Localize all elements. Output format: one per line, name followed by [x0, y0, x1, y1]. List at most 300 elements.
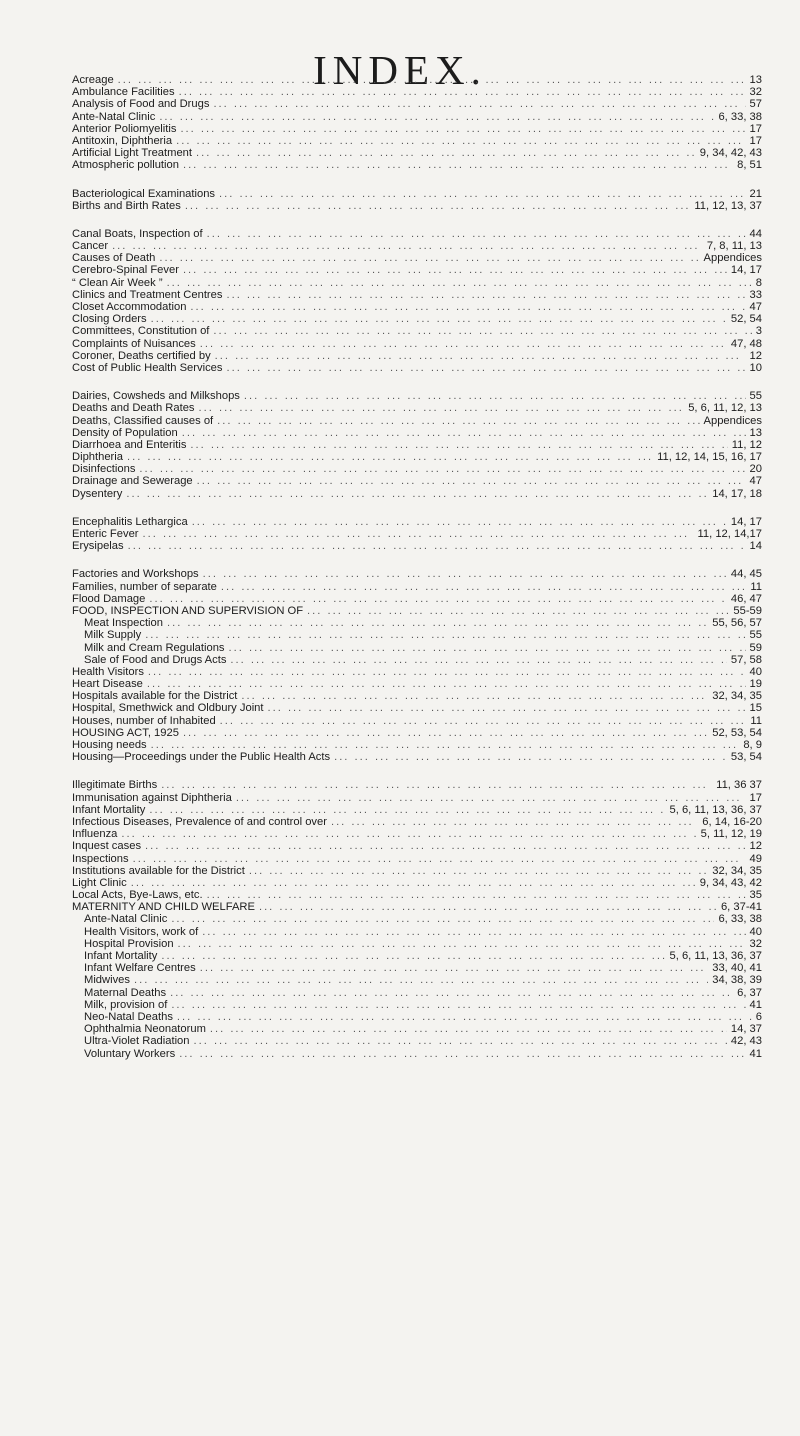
- dot-leader: [182, 427, 746, 439]
- entry-label: Ante-Natal Clinic: [72, 110, 156, 123]
- entry-pages: 10: [749, 361, 762, 374]
- entry-pages: 5, 6, 11, 13, 36, 37: [669, 950, 762, 962]
- dot-leader: [180, 123, 745, 135]
- dot-leader: [207, 889, 746, 901]
- entry-pages: 14: [749, 540, 762, 553]
- entry-pages: 41: [749, 1047, 762, 1060]
- entry-pages: 5, 6, 11, 12, 13: [688, 402, 762, 415]
- entry-label: Neo-Natal Deaths: [84, 1010, 173, 1023]
- index-entry: [72, 301, 762, 313]
- index-subentry: [72, 1011, 762, 1023]
- dot-leader: [183, 727, 708, 739]
- index-entry: [72, 200, 762, 212]
- entry-pages: 11: [750, 714, 762, 727]
- index-subentry: [72, 654, 762, 666]
- entry-label: Dysentery: [72, 487, 123, 500]
- entry-label: Midwives: [84, 974, 131, 987]
- index-entry: [72, 516, 762, 528]
- entry-label: Heart Disease: [72, 678, 143, 691]
- entry-pages: 20: [749, 463, 762, 476]
- entry-label: Encephalitis Lethargica: [72, 515, 188, 528]
- index-entry: [72, 415, 762, 427]
- entry-pages: 11, 36 37: [716, 779, 762, 792]
- entry-label: Milk, provision of: [84, 998, 168, 1011]
- dot-leader: [334, 751, 727, 763]
- dot-leader: [178, 938, 746, 950]
- entry-pages: 40: [749, 925, 762, 938]
- entry-pages: 14, 17, 18: [712, 487, 762, 500]
- dot-leader: [331, 816, 698, 828]
- dot-leader: [149, 804, 665, 816]
- entry-label: Atmospheric pollution: [72, 159, 179, 172]
- entry-pages: 8, 51: [737, 159, 762, 172]
- dot-leader: [221, 581, 746, 593]
- entry-pages: 12: [749, 349, 762, 362]
- dot-leader: [128, 540, 746, 552]
- index-entry: [72, 751, 762, 763]
- dot-leader: [147, 678, 746, 690]
- index-entry: [72, 252, 762, 264]
- entry-pages: 55-59: [733, 604, 762, 617]
- dot-leader: [190, 301, 745, 313]
- index-entry: [72, 451, 762, 463]
- entry-label: Closet Accommodation: [72, 301, 187, 313]
- entry-pages: 8, 9: [743, 739, 762, 751]
- entry-pages: 49: [749, 852, 762, 865]
- entry-pages: 11, 12: [731, 438, 762, 451]
- entry-pages: 44, 45: [730, 568, 762, 581]
- index-entry: [72, 463, 762, 475]
- entry-label: “ Clean Air Week ”: [72, 276, 163, 289]
- entry-pages: 57: [749, 98, 762, 111]
- dot-leader: [176, 135, 745, 147]
- entry-pages: 47, 48: [730, 337, 762, 350]
- index-subentry: [72, 962, 762, 974]
- entry-pages: 14, 17: [730, 264, 762, 277]
- entry-pages: 19: [749, 678, 762, 691]
- dot-leader: [151, 313, 727, 325]
- entry-pages: 33, 40, 41: [712, 962, 762, 975]
- entry-label: Infant Mortality: [72, 803, 146, 816]
- entry-pages: 13: [749, 426, 762, 439]
- dot-leader: [226, 362, 745, 374]
- entry-label: Ambulance Facilities: [72, 86, 175, 99]
- dot-leader: [197, 475, 746, 487]
- index-subentry: [72, 926, 762, 938]
- entry-label: Analysis of Food and Drugs: [72, 98, 210, 111]
- entry-pages: 6, 14, 16-20: [702, 815, 762, 828]
- entry-pages: 17: [749, 791, 762, 804]
- dot-leader: [249, 865, 708, 877]
- dot-leader: [307, 605, 729, 617]
- dot-leader: [210, 1023, 727, 1035]
- dot-leader: [161, 950, 665, 962]
- dot-leader: [167, 277, 752, 289]
- dot-leader: [118, 74, 746, 86]
- index-subentry: [72, 1035, 762, 1047]
- index-entry: [72, 147, 762, 159]
- entry-label: Drainage and Sewerage: [72, 475, 193, 488]
- entry-pages: 9, 34, 43, 42: [699, 876, 762, 889]
- entry-pages: 5, 11, 12, 19: [700, 828, 762, 841]
- index-entry: [72, 427, 762, 439]
- index-entry: [72, 739, 762, 751]
- index-entry: [72, 727, 762, 739]
- index-entry: [72, 313, 762, 325]
- index-subentry: [72, 642, 762, 654]
- index-group: [72, 516, 762, 553]
- entry-label: Sale of Food and Drugs Acts: [84, 653, 227, 666]
- dot-leader: [159, 111, 714, 123]
- dot-leader: [159, 252, 699, 264]
- entry-pages: 34, 38, 39: [712, 974, 762, 987]
- index-entry: [72, 86, 762, 98]
- entry-pages: 32: [749, 86, 762, 99]
- entry-label: Cost of Public Health Services: [72, 361, 223, 374]
- dot-leader: [199, 402, 685, 414]
- entry-label: Factories and Workshops: [72, 568, 199, 581]
- entry-label: Enteric Fever: [72, 528, 139, 540]
- entry-pages: 17: [749, 122, 762, 135]
- entry-pages: 15: [749, 702, 762, 715]
- dot-leader: [131, 877, 696, 889]
- entry-pages: 52, 53, 54: [712, 726, 762, 739]
- index-entry: [72, 338, 762, 350]
- entry-pages: 46, 47: [730, 592, 762, 605]
- entry-label: Anterior Poliomyelitis: [72, 122, 177, 135]
- dot-leader: [145, 840, 746, 852]
- index-entry: [72, 540, 762, 552]
- dot-leader: [200, 338, 727, 350]
- index-subentry: [72, 974, 762, 986]
- dot-leader: [268, 702, 746, 714]
- entry-label: Ophthalmia Neonatorum: [84, 1023, 206, 1036]
- entry-label: Flood Damage: [72, 592, 146, 605]
- index-subentry: [72, 617, 762, 629]
- entry-pages: 6, 33, 38: [718, 110, 762, 123]
- index-subentry: [72, 999, 762, 1011]
- page-title: INDEX.: [313, 47, 487, 93]
- dot-leader: [194, 1035, 727, 1047]
- index-subentry: [72, 1048, 762, 1060]
- entry-label: Illegitimate Births: [72, 779, 158, 792]
- entry-label: Births and Birth Rates: [72, 199, 181, 212]
- dot-leader: [179, 1048, 745, 1060]
- index-entry: [72, 350, 762, 362]
- entry-label: FOOD, INSPECTION AND SUPERVISION OF: [72, 604, 304, 617]
- entry-label: Closing Orders: [72, 313, 147, 326]
- entry-label: Cancer: [72, 240, 109, 253]
- index-entry: [72, 488, 762, 500]
- entry-label: Ultra-Violet Radiation: [84, 1035, 190, 1048]
- index-entry: [72, 74, 762, 86]
- entry-label: Infant Mortality: [84, 950, 158, 962]
- entry-label: Housing—Proceedings under the Public Health Acts: [72, 751, 331, 764]
- index-entry: [72, 98, 762, 110]
- dot-leader: [207, 228, 746, 240]
- entry-label: Infectious Diseases, Prevalence of and control over: [72, 815, 327, 828]
- entry-label: MATERNITY AND CHILD WELFARE: [72, 901, 255, 914]
- entry-pages: 53, 54: [730, 751, 762, 764]
- entry-label: Voluntary Workers: [84, 1047, 176, 1060]
- entry-pages: 6: [755, 1010, 762, 1023]
- index-entry: [72, 264, 762, 276]
- entry-pages: 32, 34, 35: [712, 864, 762, 877]
- entry-label: Deaths, Classified causes of: [72, 414, 214, 427]
- index-entry: [72, 678, 762, 690]
- index-entry: [72, 240, 762, 252]
- entry-pages: 42, 43: [730, 1035, 762, 1048]
- entry-pages: 14, 37: [730, 1023, 762, 1036]
- entry-label: Infant Welfare Centres: [84, 962, 196, 975]
- entry-pages: 55: [749, 629, 762, 642]
- entry-label: Bacteriological Examinations: [72, 187, 216, 200]
- entry-pages: 32, 34, 35: [712, 690, 762, 703]
- entry-pages: 11, 12, 13, 37: [694, 199, 762, 212]
- entry-label: Hospital, Smethwick and Oldbury Joint: [72, 702, 264, 715]
- dot-leader: [127, 451, 653, 463]
- entry-pages: 32: [749, 937, 762, 950]
- entry-pages: 47: [749, 301, 762, 313]
- dot-leader: [213, 325, 751, 337]
- index-subentry: [72, 938, 762, 950]
- dot-leader: [203, 568, 727, 580]
- index-subentry: [72, 629, 762, 641]
- index-entry: [72, 666, 762, 678]
- dot-leader: [200, 962, 709, 974]
- entry-label: Dairies, Cowsheds and Milkshops: [72, 390, 240, 403]
- entry-label: Local Acts, Bye-Laws, etc.: [72, 889, 203, 902]
- dot-leader: [134, 974, 708, 986]
- index-entry: [72, 528, 762, 540]
- entry-label: Causes of Death: [72, 252, 156, 265]
- dot-leader: [133, 853, 746, 865]
- entry-label: Ante-Natal Clinic: [84, 913, 168, 926]
- entry-label: Complaints of Nuisances: [72, 337, 196, 350]
- entry-label: Diarrhoea and Enteritis: [72, 438, 187, 451]
- entry-label: Milk and Cream Regulations: [84, 641, 225, 654]
- dot-leader: [244, 390, 746, 402]
- index-entry: [72, 289, 762, 301]
- entry-label: Hospital Provision: [84, 937, 174, 950]
- entry-pages: 41: [749, 998, 762, 1011]
- index-entry: [72, 828, 762, 840]
- entry-label: Canal Boats, Inspection of: [72, 227, 203, 240]
- index-entry: [72, 865, 762, 877]
- dot-leader: [177, 1011, 752, 1023]
- entry-label: Light Clinic: [72, 876, 127, 889]
- dot-leader: [192, 516, 727, 528]
- dot-leader: [190, 439, 727, 451]
- index-entry: [72, 593, 762, 605]
- dot-leader: [236, 792, 746, 804]
- dot-leader: [148, 666, 746, 678]
- dot-leader: [183, 264, 727, 276]
- dot-leader: [226, 289, 745, 301]
- entry-pages: 44: [749, 227, 762, 240]
- dot-leader: [202, 926, 745, 938]
- entry-label: Coroner, Deaths certified by: [72, 349, 211, 362]
- entry-label: Influenza: [72, 828, 118, 841]
- index-entry: [72, 816, 762, 828]
- entry-pages: 33: [749, 288, 762, 301]
- entry-label: Milk Supply: [84, 629, 142, 642]
- entry-label: Houses, number of Inhabited: [72, 714, 216, 727]
- entry-pages: 14, 17: [730, 515, 762, 528]
- dot-leader: [220, 715, 747, 727]
- index-entry: [72, 228, 762, 240]
- dot-leader: [145, 629, 745, 641]
- dot-leader: [121, 828, 696, 840]
- entry-label: Diphtheria: [72, 451, 123, 464]
- entry-label: Meat Inspection: [84, 617, 163, 630]
- index-entry: [72, 804, 762, 816]
- entry-label: Inquest cases: [72, 840, 142, 853]
- dot-leader: [183, 159, 733, 171]
- dot-leader: [185, 200, 691, 212]
- dot-leader: [259, 901, 717, 913]
- dot-leader: [241, 690, 708, 702]
- dot-leader: [143, 528, 694, 540]
- entry-pages: 40: [749, 665, 762, 678]
- index-entry: [72, 362, 762, 374]
- index-subentry: [72, 913, 762, 925]
- index-group: [72, 390, 762, 500]
- entry-pages: 47: [749, 475, 762, 488]
- dot-leader: [161, 779, 712, 791]
- entry-label: Health Visitors: [72, 665, 144, 678]
- entry-label: Cerebro-Spinal Fever: [72, 264, 179, 277]
- entry-pages: 55: [749, 390, 762, 403]
- entry-pages: Appendices: [703, 252, 762, 265]
- index-entry: [72, 325, 762, 337]
- index-subentry: [72, 1023, 762, 1035]
- entry-label: Density of Population: [72, 426, 178, 439]
- index-entry: [72, 277, 762, 289]
- entry-pages: 55, 56, 57: [712, 617, 762, 630]
- entry-pages: 11, 12, 14,17: [697, 528, 762, 540]
- entry-pages: 7, 8, 11, 13: [706, 240, 762, 253]
- entry-pages: 5, 6, 11, 13, 36, 37: [669, 803, 762, 816]
- entry-pages: 9, 34, 42, 43: [699, 147, 762, 160]
- entry-label: Hospitals available for the District: [72, 690, 238, 703]
- dot-leader: [229, 642, 746, 654]
- entry-pages: 6, 37-41: [720, 901, 762, 914]
- index-entry: [72, 901, 762, 913]
- entry-pages: 35: [749, 889, 762, 902]
- index-entry: [72, 853, 762, 865]
- entry-pages: 13: [749, 74, 762, 86]
- dot-leader: [170, 987, 733, 999]
- index-list: [72, 74, 762, 1076]
- index-entry: [72, 439, 762, 451]
- index-subentry: [72, 987, 762, 999]
- entry-pages: 21: [749, 187, 762, 200]
- index-group: [72, 568, 762, 763]
- index-entry: [72, 889, 762, 901]
- entry-label: Maternal Deaths: [84, 986, 167, 999]
- entry-label: Committees, Constitution of: [72, 325, 210, 338]
- entry-pages: 57, 58: [730, 653, 762, 666]
- entry-label: Health Visitors, work of: [84, 925, 199, 938]
- index-entry: [72, 792, 762, 804]
- index-entry: [72, 690, 762, 702]
- entry-pages: Appendices: [703, 414, 762, 427]
- entry-pages: 6, 37: [737, 986, 762, 999]
- dot-leader: [213, 98, 745, 110]
- entry-label: Housing needs: [72, 739, 147, 751]
- index-entry: [72, 568, 762, 580]
- entry-pages: 11: [750, 580, 762, 593]
- index-entry: [72, 581, 762, 593]
- index-entry: [72, 135, 762, 147]
- entry-label: Families, number of separate: [72, 580, 217, 593]
- index-entry: [72, 475, 762, 487]
- dot-leader: [230, 654, 726, 666]
- dot-leader: [171, 913, 714, 925]
- index-entry: [72, 779, 762, 791]
- index-entry: [72, 111, 762, 123]
- index-group: [72, 779, 762, 1059]
- entry-pages: 11, 12, 14, 15, 16, 17: [657, 451, 762, 464]
- dot-leader: [167, 617, 708, 629]
- index-group: [72, 228, 762, 374]
- index-entry: [72, 402, 762, 414]
- entry-pages: 52, 54: [730, 313, 762, 326]
- entry-pages: 6, 33, 38: [718, 913, 762, 926]
- entry-pages: 3: [755, 325, 762, 338]
- entry-label: HOUSING ACT, 1925: [72, 726, 179, 739]
- index-entry: [72, 702, 762, 714]
- index-group: [72, 188, 762, 212]
- entry-label: Antitoxin, Diphtheria: [72, 134, 173, 147]
- index-entry: [72, 390, 762, 402]
- dot-leader: [196, 147, 696, 159]
- entry-label: Institutions available for the District: [72, 864, 245, 877]
- dot-leader: [215, 350, 746, 362]
- index-entry: [72, 123, 762, 135]
- entry-label: Disinfections: [72, 463, 136, 476]
- index-entry: [72, 877, 762, 889]
- entry-label: Immunisation against Diphtheria: [72, 791, 232, 804]
- index-entry: [72, 188, 762, 200]
- dot-leader: [151, 739, 740, 751]
- dot-leader: [126, 488, 708, 500]
- entry-label: Deaths and Death Rates: [72, 402, 195, 415]
- dot-leader: [171, 999, 745, 1011]
- index-entry: [72, 715, 762, 727]
- entry-pages: 8: [755, 276, 762, 289]
- entry-pages: 17: [749, 134, 762, 147]
- entry-pages: 12: [749, 840, 762, 853]
- dot-leader: [149, 593, 727, 605]
- index-group: [72, 74, 762, 172]
- index-entry: [72, 840, 762, 852]
- dot-leader: [179, 86, 746, 98]
- dot-leader: [217, 415, 699, 427]
- entry-label: Artificial Light Treatment: [72, 147, 193, 160]
- entry-label: Clinics and Treatment Centres: [72, 288, 223, 301]
- dot-leader: [139, 463, 745, 475]
- index-entry: [72, 605, 762, 617]
- index-subentry: [72, 950, 762, 962]
- entry-label: Inspections: [72, 852, 129, 865]
- dot-leader: [219, 188, 746, 200]
- entry-label: Erysipelas: [72, 540, 124, 553]
- entry-pages: 59: [749, 641, 762, 654]
- dot-leader: [112, 240, 703, 252]
- entry-label: Acreage: [72, 74, 114, 86]
